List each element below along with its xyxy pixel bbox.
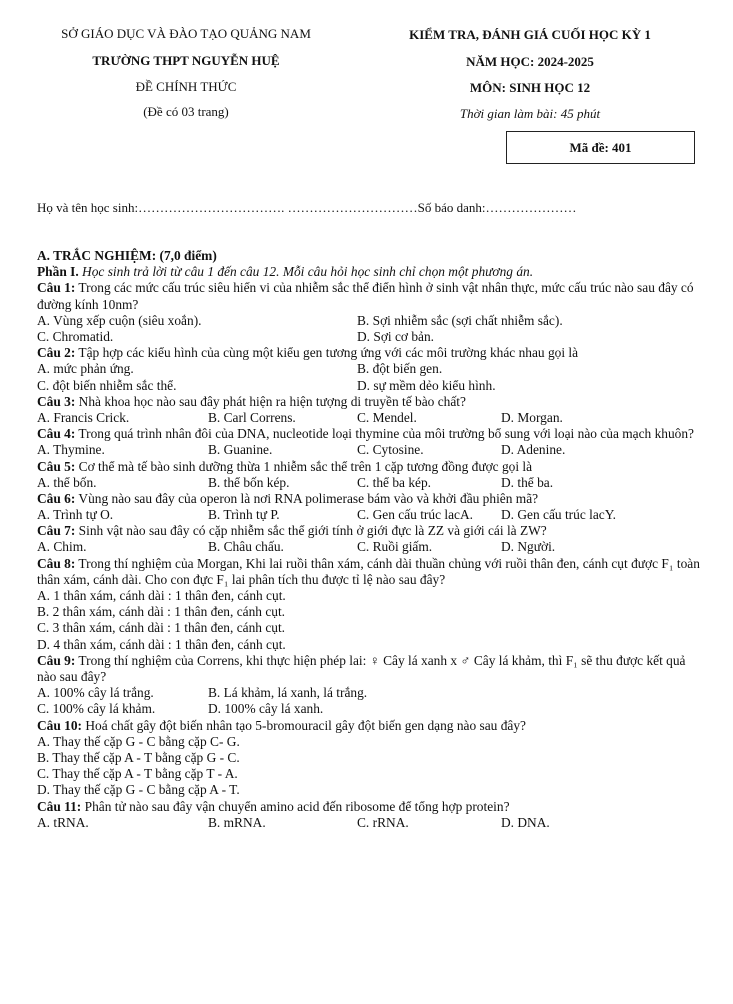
option-c: C. đột biến nhiễm sắc thể. — [37, 377, 177, 393]
exam-code-box — [506, 131, 695, 164]
option-a: A. Chim. — [37, 539, 87, 555]
option-d: D. Morgan. — [501, 409, 563, 425]
option-d: D. 100% cây lá xanh. — [208, 701, 324, 717]
question-2 — [37, 345, 705, 361]
question-6 — [37, 491, 705, 507]
school-name: TRƯỜNG THPT NGUYỄN HUỆ — [92, 53, 280, 68]
option-d: D. Sợi cơ bản. — [357, 328, 435, 344]
option-b: B. thể bốn kép. — [208, 474, 290, 490]
question-4 — [37, 426, 705, 442]
question-9 — [37, 653, 705, 685]
school-year: NĂM HỌC: 2024-2025 — [466, 54, 594, 69]
options-row — [37, 507, 705, 523]
exam-code: Mã đề: 401 — [569, 139, 632, 155]
option-c: C. Ruồi giấm. — [357, 539, 433, 555]
option-b: B. Guanine. — [208, 442, 273, 458]
part-instruction-text: Học sinh trả lời từ câu 1 đến câu 12. Mỗi câu hỏi học sinh chỉ chọn một phương án. — [78, 264, 534, 280]
option-c: C. thể ba kép. — [357, 474, 432, 490]
question-label: Câu 9: — [37, 652, 76, 668]
option-c: C. 100% cây lá khảm. — [37, 701, 156, 717]
subject: MÔN: SINH HỌC 12 — [469, 80, 591, 95]
options-row — [37, 378, 705, 394]
option-d: D. sự mềm dẻo kiểu hình. — [357, 377, 496, 393]
option-d: D. DNA. — [501, 814, 550, 830]
option-d: D. Gen cấu trúc lacY. — [501, 507, 617, 523]
options-row — [37, 442, 705, 458]
option-a: A. 100% cây lá trắng. — [37, 685, 154, 701]
option-d: D. thể ba. — [501, 474, 554, 490]
options-row — [37, 685, 705, 701]
question-label: Câu 8: — [37, 555, 76, 571]
option-a: A. Thay thế cặp G - C bằng cặp C- G. — [37, 733, 240, 749]
option-b: B. Lá khảm, lá xanh, lá trắng. — [208, 685, 368, 701]
option-b: B. Carl Correns. — [208, 409, 296, 425]
option-c: C. Gen cấu trúc lacA. — [357, 507, 474, 523]
option-a: A. Vùng xếp cuộn (siêu xoắn). — [37, 312, 202, 328]
options-row — [37, 313, 705, 329]
part-instruction — [37, 264, 705, 280]
options-row — [37, 475, 705, 491]
option-b: B. Trình tự P. — [208, 507, 280, 523]
option-a: A. 1 thân xám, cánh dài : 1 thân đen, cánh cụt. — [37, 588, 286, 604]
question-text: Tập hợp các kiểu hình của cùng một kiểu gen tương ứng với các môi trường khác nhau gọi là — [75, 345, 579, 361]
question-label: Câu 6: — [37, 490, 76, 506]
options-row — [37, 815, 705, 831]
student-name-field: Họ và tên học sinh:……………………………. …………………………Số báo danh:………………… — [37, 200, 577, 215]
question-label: Câu 5: — [37, 458, 76, 474]
department-name: SỞ GIÁO DỤC VÀ ĐÀO TẠO QUẢNG NAM — [61, 26, 311, 41]
option-b: B. Châu chấu. — [208, 539, 284, 555]
question-10 — [37, 718, 705, 734]
option-a: A. mức phản ứng. — [37, 361, 134, 377]
option-a: A. Trình tự O. — [37, 507, 114, 523]
question-label: Câu 7: — [37, 523, 76, 539]
option-d: D. Thay thế cặp G - C bằng cặp A - T. — [37, 782, 240, 798]
pages-note: (Đề có 03 trang) — [143, 104, 229, 119]
option-c: C. 3 thân xám, cánh dài : 1 thân đen, cánh cụt. — [37, 620, 286, 636]
option-a: A. thể bốn. — [37, 474, 97, 490]
question-text: Nhà khoa học nào sau đây phát hiện ra hiện tượng di truyền tế bào chất? — [75, 393, 466, 409]
question-text: Trong thí nghiệm của Morgan, Khi lai ruồi thân xám, cánh dài thuần chủng với ruồi thân đen, cánh cụt được F₁ toàn thân xám, cánh dài. Cho con đực F₁ lai phân tích thu được tỉ lệ nào sau đây? — [37, 555, 700, 587]
option-c: C. Mendel. — [357, 409, 417, 425]
official-label: ĐỀ CHÍNH THỨC — [135, 79, 237, 94]
option-c: C. Thay thế cặp A - T bằng cặp T - A. — [37, 766, 238, 782]
option-d: D. Adenine. — [501, 442, 566, 458]
question-5 — [37, 459, 705, 475]
exam-body — [37, 248, 705, 831]
student-info-line — [37, 200, 697, 216]
question-label: Câu 4: — [37, 426, 76, 442]
options-row — [37, 701, 705, 717]
question-text: Trong quá trình nhân đôi của DNA, nucleotide loại thymine của môi trường bổ sung với loại nào của mạch khuôn? — [75, 426, 695, 442]
question-1 — [37, 280, 705, 312]
question-text: Cơ thể mà tế bào sinh dưỡng thừa 1 nhiễm sắc thể trên 1 cặp tương đồng được gọi là — [75, 458, 533, 474]
exam-title: KIỂM TRA, ĐÁNH GIÁ CUỐI HỌC KỲ 1 — [409, 27, 651, 42]
part-label: Phần I. — [37, 264, 79, 280]
question-8 — [37, 556, 705, 588]
question-text: Hoá chất gây đột biến nhân tạo 5-bromouracil gây đột biến gen dạng nào sau đây? — [82, 717, 526, 733]
exam-time: Thời gian làm bài: 45 phút — [459, 106, 601, 121]
question-text: Phân tử nào sau đây vận chuyển amino acid đến ribosome để tổng hợp protein? — [81, 798, 510, 814]
question-3 — [37, 394, 705, 410]
option-b: B. đột biến gen. — [357, 361, 443, 377]
option-a: A. Francis Crick. — [37, 409, 130, 425]
option-b: B. Sợi nhiễm sắc (sợi chất nhiễm sắc). — [357, 312, 563, 328]
question-text: Trong các mức cấu trúc siêu hiển vi của nhiễm sắc thể điển hình ở sinh vật nhân thực, mức cấu trúc nào sau đây có đường kính 10nm? — [37, 280, 694, 312]
question-label: Câu 3: — [37, 393, 76, 409]
option-c: C. Chromatid. — [37, 328, 114, 344]
question-label: Câu 11: — [37, 798, 82, 814]
option-b: B. 2 thân xám, cánh dài : 1 thân đen, cánh cụt. — [37, 604, 286, 620]
section-a-title: A. TRẮC NGHIỆM: (7,0 điểm) — [37, 248, 217, 263]
option-c: C. rRNA. — [357, 814, 409, 830]
question-label: Câu 10: — [37, 717, 83, 733]
question-7 — [37, 523, 705, 539]
option-a: A. Thymine. — [37, 442, 105, 458]
option-a: A. tRNA. — [37, 814, 89, 830]
question-text: Trong thí nghiệm của Correns, khi thực hiện phép lai: ♀ Cây lá xanh x ♂ Cây lá khảm, thì F₁ sẽ thu được kết quả nào sau đây? — [37, 652, 686, 684]
option-d: D. 4 thân xám, cánh dài : 1 thân đen, cánh cụt. — [37, 636, 286, 652]
options-row — [37, 329, 705, 345]
question-11 — [37, 799, 705, 815]
option-b: B. mRNA. — [208, 814, 266, 830]
option-c: C. Cytosine. — [357, 442, 424, 458]
question-label: Câu 2: — [37, 345, 76, 361]
option-d: D. Người. — [501, 539, 556, 555]
options-row — [37, 410, 705, 426]
options-row — [37, 539, 705, 555]
question-text: Vùng nào sau đây của operon là nơi RNA polimerase bám vào và khởi đầu phiên mã? — [75, 490, 539, 506]
question-text: Sinh vật nào sau đây có cặp nhiễm sắc thể giới tính ở giới đực là ZZ và giới cái là ZW? — [75, 523, 547, 539]
options-row — [37, 361, 705, 377]
option-b: B. Thay thế cặp A - T bằng cặp G - C. — [37, 749, 240, 765]
question-label: Câu 1: — [37, 280, 76, 296]
